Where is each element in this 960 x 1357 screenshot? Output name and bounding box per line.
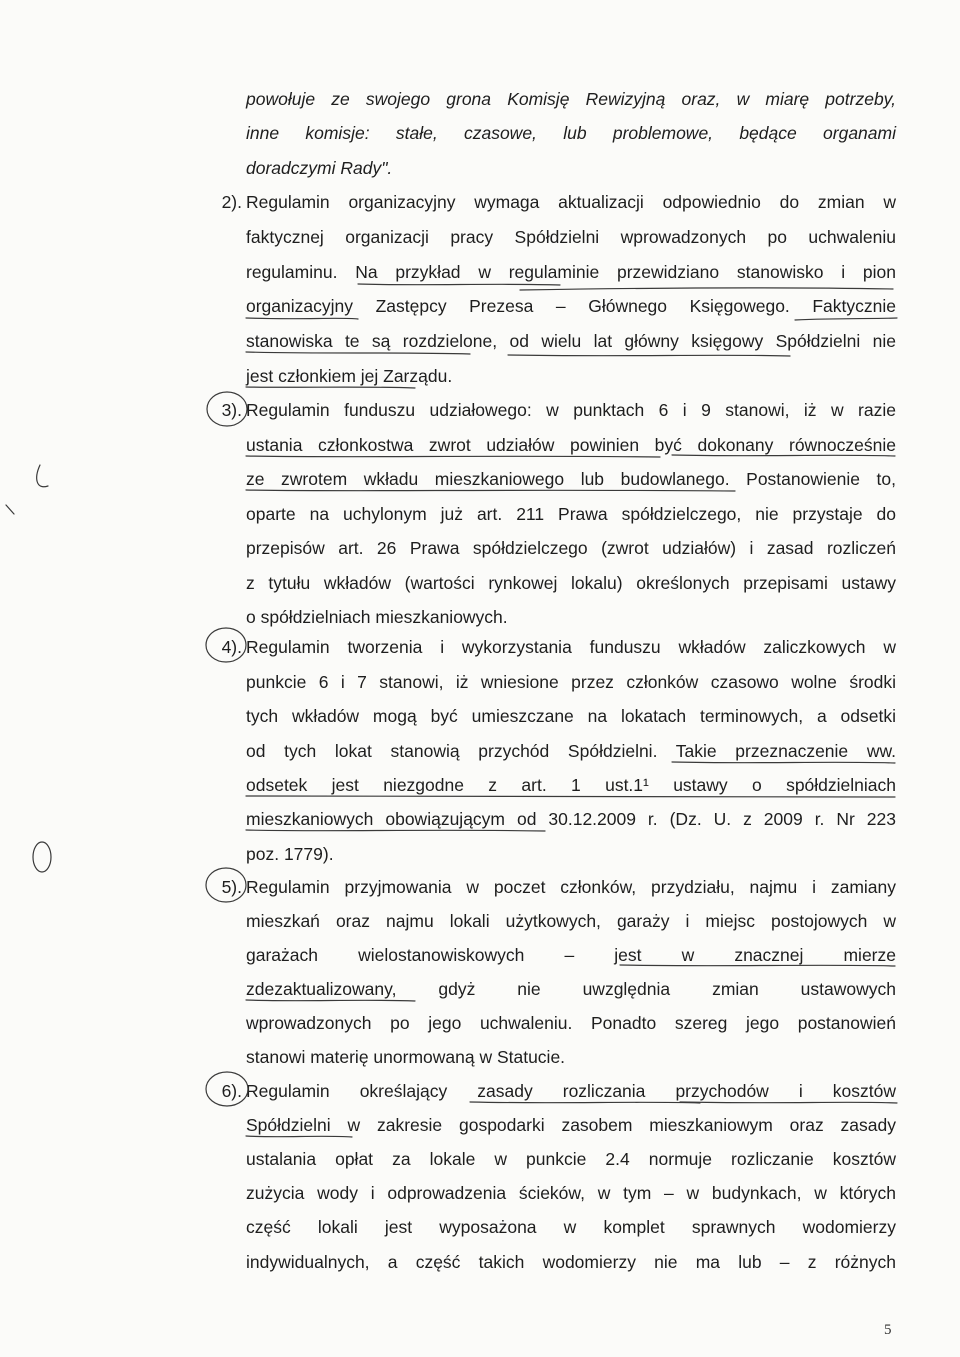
intro-line: inne komisje: stałe, czasowe, lub problemowe, będące organami: [246, 123, 896, 143]
paragraph-line: o spółdzielniach mieszkaniowych.: [246, 607, 508, 627]
underline-mark: [680, 1102, 897, 1103]
underline-mark: [246, 352, 470, 354]
underline-mark: [520, 288, 893, 290]
paragraph-line: faktycznej organizacji pracy Spółdzielni wprowadzonych po uchwaleniu: [246, 227, 896, 247]
paragraph-line: stanowiska te są rozdzielone, od wielu lat główny księgowy Spółdzielni nie: [246, 331, 896, 351]
underline-mark: [246, 830, 545, 831]
paragraph-line: mieszkaniowych obowiązującym od 30.12.2009 r. (Dz. U. z 2009 r. Nr 223: [246, 809, 896, 829]
underline-mark: [508, 355, 790, 356]
intro-line: doradczymi Rady".: [246, 158, 393, 178]
paragraph-line: od tych lokat stanowią przychód Spółdzielni. Takie przeznaczenie ww.: [246, 741, 896, 761]
paragraph-line: poz. 1779).: [246, 844, 334, 864]
paragraph-line: przepisów art. 26 Prawa spółdzielczego (zwrot udziałów) i zasad rozliczeń: [246, 538, 896, 558]
page-number: 5: [884, 1322, 892, 1338]
underline-mark: [672, 762, 895, 763]
margin-mark: [37, 465, 48, 487]
item-number: 5).: [221, 877, 242, 897]
paragraph-line: stanowi materię unormowaną w Statucie.: [246, 1047, 566, 1067]
underline-mark: [246, 456, 660, 457]
intro-line: powołuje ze swojego grona Komisję Rewizyjną oraz, w miarę potrzeby,: [246, 89, 896, 109]
underline-mark: [358, 284, 560, 285]
item-number: 2).: [221, 192, 242, 212]
paragraph-line: jest członkiem jej Zarządu.: [246, 366, 453, 386]
underline-mark: [795, 318, 897, 320]
paragraph-line: indywidualnych, a część takich wodomierzy nie ma lub – z różnych: [246, 1252, 896, 1272]
paragraph-line: odsetek jest niezgodne z art. 1 ust.1¹ ustawy o spółdzielniach: [246, 775, 896, 795]
paragraph-line: Regulamin określający zasady rozliczania przychodów i kosztów: [246, 1081, 896, 1101]
paragraph-line: Regulamin przyjmowania w poczet członków, przydziału, najmu i zamiany: [246, 877, 896, 897]
paragraph-line: ustania członkostwa zwrot udziałów powinien być dokonany równocześnie: [246, 435, 896, 455]
underline-mark: [246, 796, 895, 797]
underline-mark: [246, 1000, 415, 1001]
paragraph-line: Spółdzielni w zakresie gospodarki zasobem mieszkaniowym oraz zasady: [246, 1115, 896, 1135]
paragraph-line: zdezaktualizowany, gdyż nie uwzględnia zmian ustawowych: [246, 979, 896, 999]
paragraph-line: oparte na uchylonym już art. 211 Prawa spółdzielczego, nie przystaje do: [246, 504, 896, 524]
paragraph-line: garażach wielostanowiskowych – jest w znacznej mierze: [246, 945, 896, 965]
paragraph-line: z tytułu wkładów (wartości rynkowej lokalu) określonych przepisami ustawy: [246, 573, 896, 593]
underline-mark: [470, 1102, 700, 1103]
item-number: 3).: [221, 400, 242, 420]
paragraph-line: część lokali jest wyposażona w komplet sprawnych wodomierzy: [246, 1217, 896, 1237]
paragraph-line: ustalania opłat za lokale w punkcie 2.4 normuje rozliczanie kosztów: [246, 1149, 896, 1169]
paragraph-line: zużycia wody i odprowadzenia ścieków, w tym – w budynkach, w których: [246, 1183, 896, 1203]
paragraph-line: Regulamin funduszu udziałowego: w punktach 6 i 9 stanowi, iż w razie: [246, 400, 896, 420]
paragraph-line: regulaminu. Na przykład w regulaminie przewidziano stanowisko i pion: [246, 262, 896, 282]
paragraph-line: mieszkań oraz najmu lokali użytkowych, garaży i miejsc postojowych w: [246, 911, 896, 931]
paragraph-line: Regulamin organizacyjny wymaga aktualizacji odpowiednio do zmian w: [246, 192, 896, 212]
underline-mark: [246, 318, 358, 319]
paragraph-line: tych wkładów mogą być umieszczane na lokatach terminowych, a odsetki: [246, 706, 896, 726]
underline-mark: [246, 1136, 352, 1137]
item-number: 6).: [221, 1081, 242, 1101]
item-number: 4).: [221, 637, 242, 657]
underline-mark: [246, 490, 735, 491]
paragraph-line: wprowadzonych po jego uchwaleniu. Ponadto szereg jego postanowień: [246, 1013, 896, 1033]
paragraph-line: punkcie 6 i 7 stanowi, iż wniesione przez członków czasowo wolne środki: [246, 672, 896, 692]
paragraph-line: organizacyjny Zastępcy Prezesa – Głównego Księgowego. Faktycznie: [246, 296, 896, 316]
paragraph-line: Regulamin tworzenia i wykorzystania funduszu wkładów zaliczkowych w: [246, 637, 896, 657]
margin-mark: [6, 505, 14, 514]
underline-mark: [246, 387, 415, 388]
margin-circle-mark: [33, 842, 51, 872]
paragraph-line: ze zwrotem wkładu mieszkaniowego lub budowlanego. Postanowienie to,: [246, 469, 896, 489]
